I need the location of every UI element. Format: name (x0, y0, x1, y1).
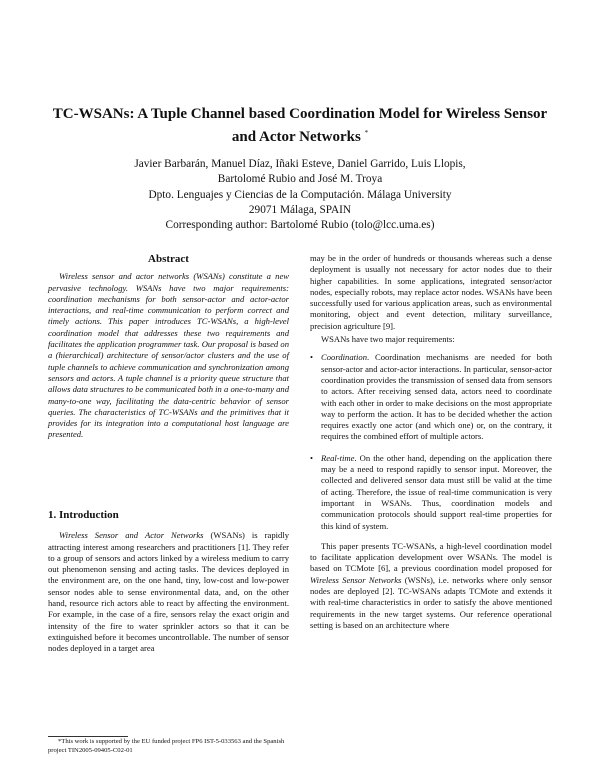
title-line-2: and Actor Networks (231, 129, 361, 145)
paper-title (40, 105, 560, 147)
footnote-mark: * (58, 738, 62, 745)
introduction-paragraph-1-text: (WSANs) is rapidly attracting interest among researchers and practitioners [1]. They refer to a group of sensors and actors linked by a wireless medium to carry out phenomenon sensing and acting tasks. The devices deployed in the environment are, on the one hand, tiny, low-cost and low-power sensor nodes able to sense environmental data, and, on the other hand, resource rich actors able to react by affecting the environment. For example, in the case of a fire, sensors relay the exact origin and intensity of the fire to water sprinkler actors so that it can be extinguished before it becomes uncontrollable. The number of sensor nodes deployed in a target area (48, 530, 289, 654)
title-line-1: TC-WSANs: A Tuple Channel based Coordination Model for Wireless Sensor (52, 106, 548, 122)
bullet-icon: • (310, 452, 314, 463)
author-block (40, 157, 560, 233)
requirement-label: Real-time (321, 452, 355, 463)
right-column (310, 253, 552, 631)
footnote (48, 738, 289, 755)
bullet-icon: • (310, 352, 314, 363)
requirement-item-coordination (310, 352, 552, 442)
footnote-text: This work is supported by the EU funded project FP6 IST-5-033563 and the Spanish project TIN2005-09405-C02-01 (48, 738, 285, 754)
requirement-text: . On the other hand, depending on the application there may be a need to respond rapidly to sensor input. Moreover, the collected and delivered sensor data must still be valid at the time of acting. Therefore, the issue of real-time communication is very important in WSANs. Thus, coordination models and communication protocols should support real-time properties for this kind of system. (321, 452, 552, 531)
introduction-paragraph-3 (310, 541, 552, 631)
abstract-section (48, 254, 289, 441)
introduction-paragraph-1 (48, 530, 289, 654)
title-footnote-mark: * (364, 129, 369, 137)
abstract-text: Wireless sensor and actor networks (WSANs) constitute a new pervasive technology. WSANs have two major requirements: coordination mechanisms for both sensor-actor and actor-actor interactions, and real-time communication to perform correct and timely actions. This paper introduces TC-WSANs, a high-level coordination model that addresses these two requirements and facilitates the application programmer task. Our proposal is based on a (hierarchical) architecture of sensor/actor clusters and the use of tuple channels to achieve communication and synchronization among sensors and actors. A tuple channel is a priority queue structure that allows data structures to be communicated both in a one-to-many and many-to-one way, facilitating the data-centric behavior of sensor queries. The characteristics of TC-WSANs and the primitives that it provides for its integration into a computational host language are presented. (48, 271, 289, 440)
corresponding-author: Corresponding author: Bartolomé Rubio (tolo@lcc.uma.es) (165, 219, 435, 232)
author-names-1: Javier Barbarán, Manuel Díaz, Iñaki Esteve, Daniel Garrido, Luis Llopis, (134, 158, 466, 170)
paragraph-3-text-b: (WSNs), i.e. networks where only sensor nodes are deployed [2]. TC-WSANs adapts TCMote and extends it with real-time characteristics in order to satisfy the above mentioned requirements in the new target systems. Our reference operational setting is based on an architecture where (310, 574, 552, 630)
footnote-rule (48, 736, 128, 737)
abstract-heading: Abstract (148, 253, 189, 265)
author-names-2: Bartolomé Rubio and José M. Troya (217, 173, 383, 186)
affiliation: Dpto. Lenguajes y Ciencias de la Computación. Málaga University (148, 188, 452, 201)
requirements-intro: WSANs have two major requirements: (321, 334, 455, 345)
wsn-term: Wireless Sensor Networks (310, 574, 402, 585)
introduction-paragraph-1-continued: may be in the order of hundreds or thousands whereas such a dense deployment is usually not necessary for actor nodes due to their higher capabilities. In some applications, integrated sensor/actor nodes, especially robots, may replace actor nodes. WSANs have been successfully used for various application areas, such as environmental monitoring, object and event detection, military surveillance, precision agriculture [9]. (310, 253, 552, 331)
introduction-heading: 1. Introduction (48, 509, 119, 521)
wsan-term: Wireless Sensor and Actor Networks (59, 530, 204, 541)
requirement-item-real-time (310, 453, 552, 532)
requirement-text: . Coordination mechanisms are needed for both sensor-actor and actor-actor interactions. In particular, sensor-actor coordination provides the transmission of sensed data from sensors to actors. After receiving sensed data, actors need to coordinate with each other in order to make decisions on the most appropriate way to perform the action. It has to be decided whether the action requires exactly one actor (and which one) or, on the contrary, it requires the combined effort of multiple actors. (321, 352, 552, 442)
paragraph-3-text-a: This paper presents TC-WSANs, a high-level coordination model to facilitate application development over WSANs. The model is based on TCMote [6], a previous coordination model proposed for (310, 540, 552, 574)
requirement-label: Coordination (321, 352, 367, 363)
introduction-section (48, 510, 289, 655)
address: 29071 Málaga, SPAIN (248, 203, 352, 216)
